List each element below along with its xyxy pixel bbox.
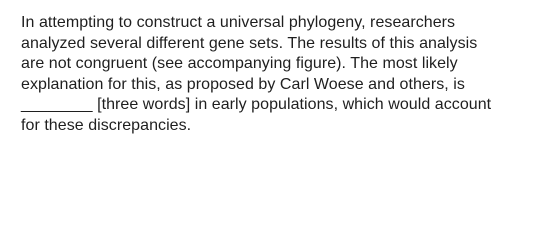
question-text [21,13,540,137]
question-line-6: for these discrepancies. [21,116,192,134]
question-line-5: ________ [three words] in early populations, which would account [21,96,492,114]
question-line-4: explanation for this, as proposed by Carl Woese and others, is [21,75,465,93]
question-line-1: In attempting to construct a universal phylogeny, researchers [21,14,456,31]
question-line-2: analyzed several different gene sets. The results of this analysis [21,34,478,52]
question-line-3: are not congruent (see accompanying figure). The most likely [21,55,458,73]
